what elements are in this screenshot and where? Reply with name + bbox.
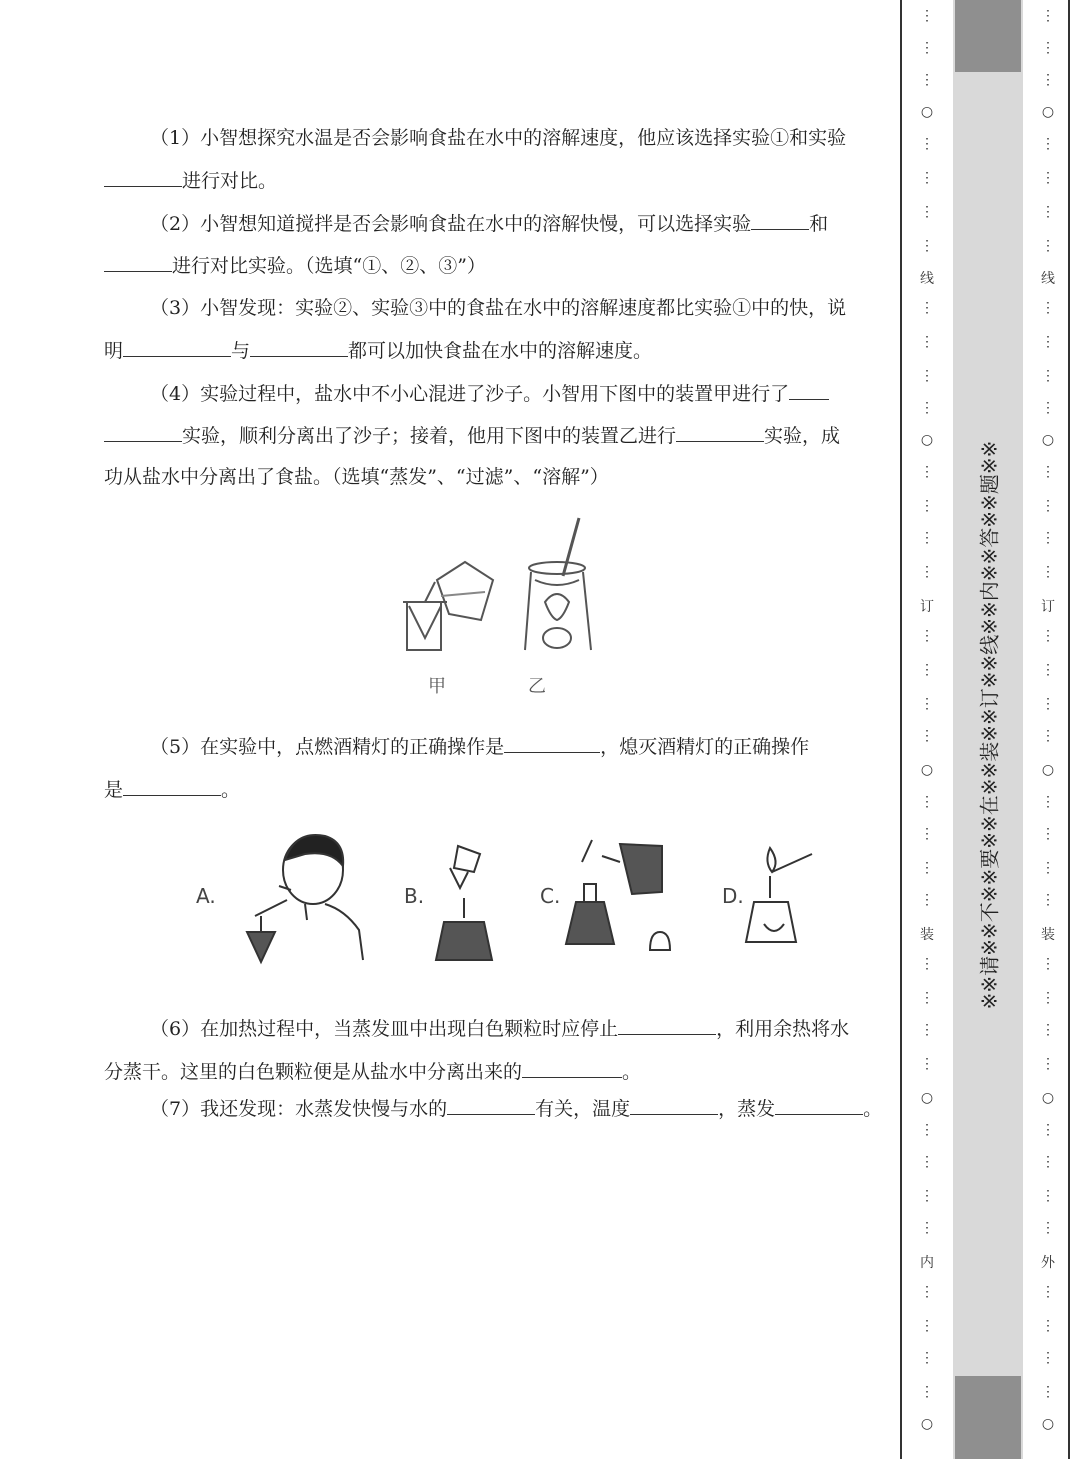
answer-blank[interactable] <box>104 423 182 442</box>
binding-label-wai: 外 <box>1041 1255 1055 1271</box>
binding-circle: ○ <box>1041 762 1055 778</box>
answer-blank[interactable] <box>751 211 809 230</box>
binding-dark-block-top <box>955 0 1021 72</box>
binding-border-line <box>1068 0 1070 1459</box>
option-a-blow-out-illustration <box>235 820 375 970</box>
answer-blank[interactable] <box>630 1096 718 1115</box>
q7-line: （7）我还发现：水蒸发快慢与水的 有关，温度 ，蒸发 。 <box>150 1098 883 1120</box>
answer-blank[interactable] <box>504 734 600 753</box>
filtration-apparatus <box>403 562 493 650</box>
binding-border-line <box>900 0 902 1459</box>
binding-label-ding: 订 <box>1041 599 1055 615</box>
binding-circle: ○ <box>1041 432 1055 448</box>
answer-blank[interactable] <box>676 423 764 442</box>
option-c-label: C. <box>540 884 561 908</box>
binding-circle: ○ <box>1041 104 1055 120</box>
binding-circle: ○ <box>1041 1416 1055 1432</box>
binding-circle: ○ <box>920 432 934 448</box>
q5-line1: （5）在实验中，点燃酒精灯的正确操作是 ，熄灭酒精灯的正确操作 <box>150 736 810 758</box>
answer-blank[interactable] <box>618 1016 716 1035</box>
option-a-label: A. <box>196 884 216 908</box>
q3-line2: 明 与 都可以加快食盐在水中的溶解速度。 <box>104 340 653 362</box>
q5-line2: 是 。 <box>104 779 241 801</box>
answer-blank[interactable] <box>123 777 221 796</box>
figure-caption-yi: 乙 <box>528 676 546 697</box>
answer-blank[interactable] <box>775 1096 863 1115</box>
answer-blank[interactable] <box>104 168 182 187</box>
q4-line3: 功从盐水中分离出了食盐。（选填“蒸发”、“过滤”、“溶解”） <box>104 466 609 488</box>
answer-blank[interactable] <box>250 338 348 357</box>
q3-line1: （3）小智发现：实验②、实验③中的食盐在水中的溶解速度都比实验①中的快，说 <box>150 297 847 319</box>
answer-blank[interactable] <box>104 253 172 272</box>
binding-label-zhuang: 装 <box>920 927 934 943</box>
binding-label-ding: 订 <box>920 599 934 615</box>
q4-line1: （4）实验过程中，盐水中不小心混进了沙子。小智用下图中的装置甲进行了 <box>150 381 829 406</box>
binding-label-zhuang: 装 <box>1041 927 1055 943</box>
q6-line2: 分蒸干。这里的白色颗粒便是从盐水中分离出来的 。 <box>104 1061 642 1083</box>
answer-blank[interactable] <box>447 1096 535 1115</box>
option-d-label: D. <box>722 884 744 908</box>
q2-line2: 进行对比实验。（选填“①、②、③”） <box>104 253 486 278</box>
option-b-label: B. <box>404 884 425 908</box>
option-b-cap-illustration <box>430 838 500 968</box>
figure-caption-jia: 甲 <box>428 676 446 697</box>
binding-label-nei: 内 <box>920 1255 934 1271</box>
binding-dark-block-bottom <box>955 1376 1021 1459</box>
q6-line1: （6）在加热过程中，当蒸发皿中出现白色颗粒时应停止 ，利用余热将水 <box>150 1018 850 1040</box>
binding-label-xian: 线 <box>920 271 934 287</box>
binding-circle: ○ <box>920 762 934 778</box>
answer-blank[interactable] <box>123 338 231 357</box>
q2-line1: （2）小智想知道搅拌是否会影响食盐在水中的溶解快慢，可以选择实验 和 <box>150 213 829 235</box>
binding-circle: ○ <box>1041 1090 1055 1106</box>
apparatus-figure <box>395 510 605 660</box>
binding-circle: ○ <box>920 104 934 120</box>
q4-line2: 实验，顺利分离出了沙子；接着，他用下图中的装置乙进行 实验，成 <box>104 423 840 448</box>
q1-line2: 进行对比。 <box>104 168 277 193</box>
binding-circle: ○ <box>920 1090 934 1106</box>
q1-line1: （1）小智想探究水温是否会影响食盐在水中的溶解速度，他应该选择实验①和实验 <box>150 127 847 149</box>
option-c-light-from-lamp-illustration <box>562 832 672 962</box>
binding-warning-text: ※※请※※不※※要※※在※※装※※订※※线※※内※※答※※题※※ <box>977 440 1002 1010</box>
binding-column-outer: ⋮ ⋮ ⋮ ○ ⋮ ⋮ ⋮ ⋮ 线 ⋮ ⋮ ⋮ ⋮ ○ ⋮ ⋮ ⋮ ⋮ 订 ⋮ ⋮ ⋮ ⋮ ○ ⋮ ⋮ ⋮ ⋮ 装 ⋮ ⋮ ⋮ ⋮ ○ ⋮ ⋮ ⋮ ⋮ 外 ⋮ ⋮ ⋮ ⋮ ○ <box>1028 0 1068 1459</box>
option-d-match-lighting-illustration <box>740 842 820 952</box>
binding-column-inner: ⋮ ⋮ ⋮ ○ ⋮ ⋮ ⋮ ⋮ 线 ⋮ ⋮ ⋮ ⋮ ○ ⋮ ⋮ ⋮ ⋮ 订 ⋮ ⋮ ⋮ ⋮ ○ ⋮ ⋮ ⋮ ⋮ 装 ⋮ ⋮ ⋮ ⋮ ○ ⋮ ⋮ ⋮ ⋮ 内 ⋮ ⋮ ⋮ ⋮ ○ <box>907 0 947 1459</box>
binding-label-xian: 线 <box>1041 271 1055 287</box>
answer-blank[interactable] <box>789 381 829 400</box>
binding-circle: ○ <box>920 1416 934 1432</box>
evaporation-apparatus <box>525 518 591 650</box>
answer-blank[interactable] <box>522 1059 622 1078</box>
